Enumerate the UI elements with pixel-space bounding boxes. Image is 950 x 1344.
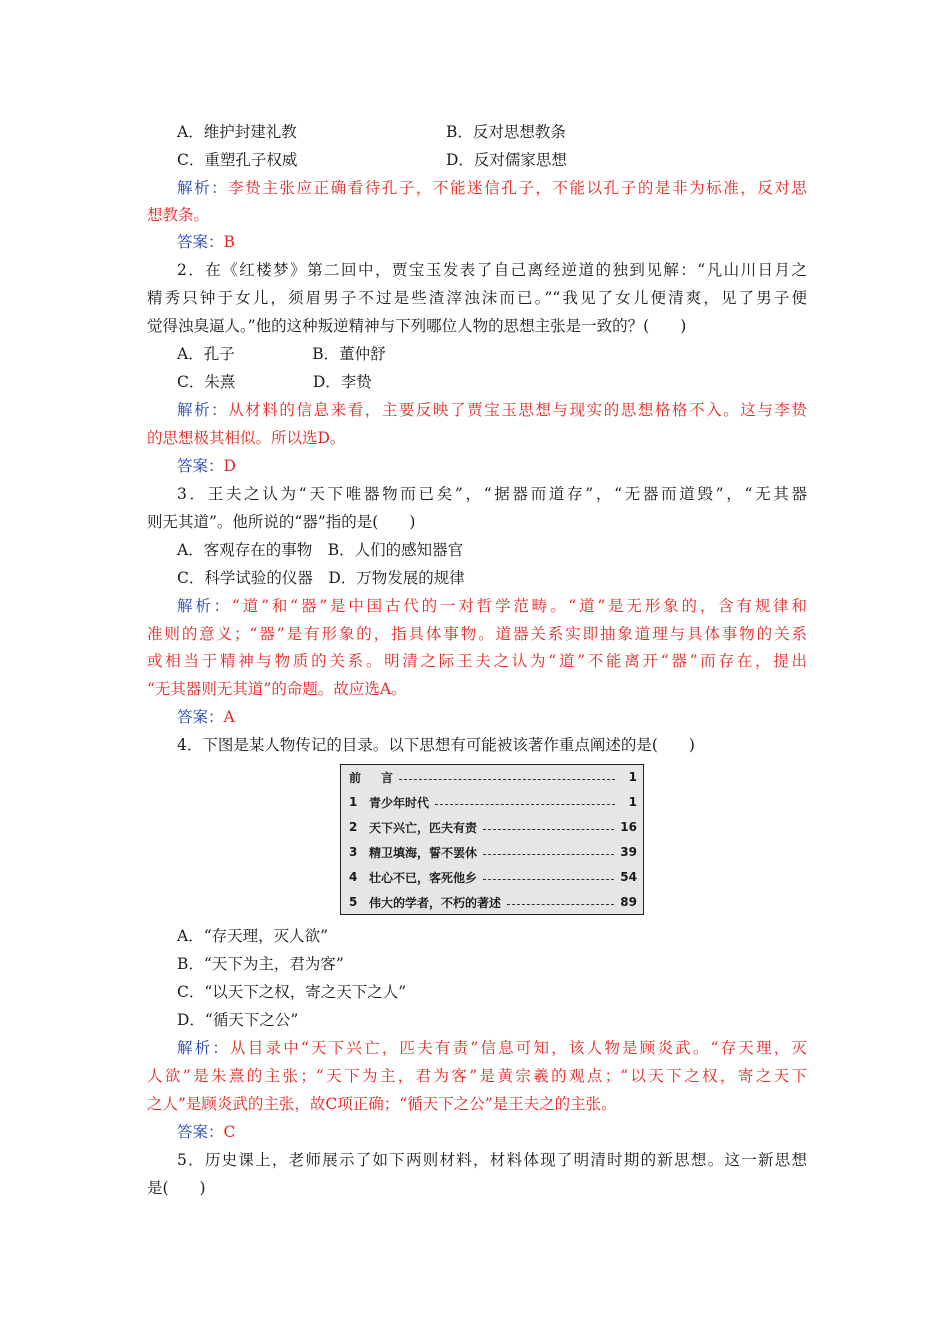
toc-row [349, 892, 637, 912]
q1-answer [177, 232, 235, 252]
toc-number: 前 [349, 770, 362, 785]
q2-stem-line-2: 精秀只钟于女儿，须眉男子不过是些渣滓浊沫而已。”“我见了女儿便清爽，见了男子便 [147, 289, 807, 307]
q4-option-a: A．“存天理，灭人欲” [177, 927, 329, 945]
toc-page: 1 [628, 795, 637, 809]
toc-page: 39 [620, 845, 637, 859]
toc-title: 伟大的学者，不朽的著述 [369, 895, 502, 910]
q4-option-d: D．“循天下之公” [177, 1011, 299, 1029]
q3-analysis-line-4: “无其器则无其道”的命题。故应选A。 [147, 680, 407, 698]
q2-analysis-line-2: 的思想极其相似。所以选D。 [147, 429, 346, 447]
q1-answer-value: B [223, 233, 235, 251]
q4-option-c: C．“以天下之权，寄之天下之人” [177, 983, 407, 1001]
q2-options-cd: C．朱熹 D．李贽 [177, 373, 372, 391]
q1-answer-label: 答案： [177, 233, 224, 251]
toc-title: 言 [369, 770, 394, 785]
q4-analysis-line-1 [177, 1038, 807, 1058]
table-of-contents [340, 764, 644, 915]
toc-row [349, 867, 637, 887]
q2-options-ab: A．孔子 B．董仲舒 [177, 345, 386, 363]
toc-page: 1 [628, 770, 637, 784]
toc-leader [483, 829, 614, 830]
toc-number: 3 [349, 845, 358, 859]
q2-stem-line-1: 2．在《红楼梦》第二回中，贾宝玉发表了自己离经逆道的独到见解：“凡山川日月之 [177, 261, 807, 279]
toc-row [349, 817, 637, 837]
toc-leader [483, 854, 614, 855]
toc-leader [507, 904, 614, 905]
q3-options-ab: A．客观存在的事物 B．人们的感知器官 [177, 541, 464, 559]
toc-title: 精卫填海，誓不罢休 [369, 845, 478, 860]
toc-leader [483, 879, 614, 880]
q4-analysis-text: 从目录中“天下兴亡，匹夫有责”信息可知，该人物是顾炎武。“存天理，灭 [230, 1039, 807, 1057]
toc-title: 天下兴亡，匹夫有责 [369, 820, 478, 835]
toc-row [349, 792, 637, 812]
q1-analysis-line-1 [177, 178, 807, 198]
q1-analysis-text: 李贽主张应正确看待孔子，不能迷信孔子，不能以孔子的是非为标准，反对思 [228, 179, 807, 197]
q2-answer [177, 456, 236, 476]
toc-title: 壮心不已，客死他乡 [369, 870, 478, 885]
toc-row [349, 767, 637, 787]
q4-answer-value: C [223, 1123, 236, 1141]
toc-page: 54 [620, 870, 637, 884]
q3-analysis-line-3: 或相当于精神与物质的关系。明清之际王夫之认为“道”不能离开“器”而存在，提出 [147, 652, 807, 670]
toc-number: 4 [349, 870, 358, 884]
q1-analysis-line-2: 想教条。 [147, 206, 210, 224]
q2-analysis-line-1 [177, 400, 807, 420]
toc-row [349, 842, 637, 862]
q3-answer-value: A [223, 708, 235, 726]
toc-page: 89 [620, 895, 637, 909]
q4-option-b: B．“天下为主，君为客” [177, 955, 344, 973]
q2-answer-label: 答案： [177, 457, 224, 475]
q3-analysis-label: 解析： [177, 597, 232, 615]
q1-analysis-label: 解析： [177, 179, 229, 197]
toc-title: 青少年时代 [369, 795, 430, 810]
q2-stem-line-3: 觉得浊臭逼人。”他的这种叛逆精神与下列哪位人物的思想主张是一致的？( ) [147, 317, 687, 335]
q5-stem-line-1: 5．历史课上，老师展示了如下两则材料，材料体现了明清时期的新思想。这一新思想 [177, 1151, 807, 1169]
q4-stem: 4．下图是某人物传记的目录。以下思想有可能被该著作重点阐述的是( ) [177, 736, 695, 754]
q1-option-b: B．反对思想教条 [446, 123, 566, 141]
q3-analysis-line-1 [177, 596, 807, 616]
q1-option-a: A．维护封建礼教 [177, 123, 297, 141]
q2-analysis-text: 从材料的信息来看，主要反映了贾宝玉思想与现实的思想格格不入。这与李贽 [228, 401, 807, 419]
q3-options-cd: C．科学试验的仪器 D．万物发展的规律 [177, 569, 465, 587]
q3-answer-label: 答案： [177, 708, 224, 726]
toc-page: 16 [620, 820, 637, 834]
q3-analysis-line-2: 准则的意义；“器”是有形象的，指具体事物。道器关系实即抽象道理与具体事物的关系 [147, 625, 807, 643]
q1-option-c: C．重塑孔子权威 [177, 151, 298, 169]
q3-answer [177, 707, 235, 727]
toc-number: 5 [349, 895, 358, 909]
toc-number: 1 [349, 795, 358, 809]
toc-leader [399, 779, 615, 780]
q4-analysis-label: 解析： [177, 1039, 231, 1057]
toc-number: 2 [349, 820, 358, 834]
q2-answer-value: D [223, 457, 236, 475]
toc-leader [435, 804, 615, 805]
q1-option-d: D．反对儒家思想 [446, 151, 567, 169]
q4-answer-label: 答案： [177, 1123, 224, 1141]
q4-answer [177, 1122, 235, 1142]
q2-analysis-label: 解析： [177, 401, 229, 419]
q3-stem-line-1: 3．王夫之认为“天下唯器物而已矣”，“据器而道存”，“无器而道毁”，“无其器 [177, 485, 807, 503]
q3-stem-line-2: 则无其道”。他所说的“器”指的是( ) [147, 513, 416, 531]
q4-analysis-line-2: 人欲”是朱熹的主张；“天下为主，君为客”是黄宗羲的观点；“以天下之权，寄之天下 [147, 1067, 807, 1085]
q3-analysis-text: “道”和“器”是中国古代的一对哲学范畴。“道”是无形象的，含有规律和 [232, 597, 807, 615]
q5-stem-line-2: 是( ) [147, 1179, 206, 1197]
q4-analysis-line-3: 之人”是顾炎武的主张，故C项正确；“循天下之公”是王夫之的主张。 [147, 1095, 617, 1113]
